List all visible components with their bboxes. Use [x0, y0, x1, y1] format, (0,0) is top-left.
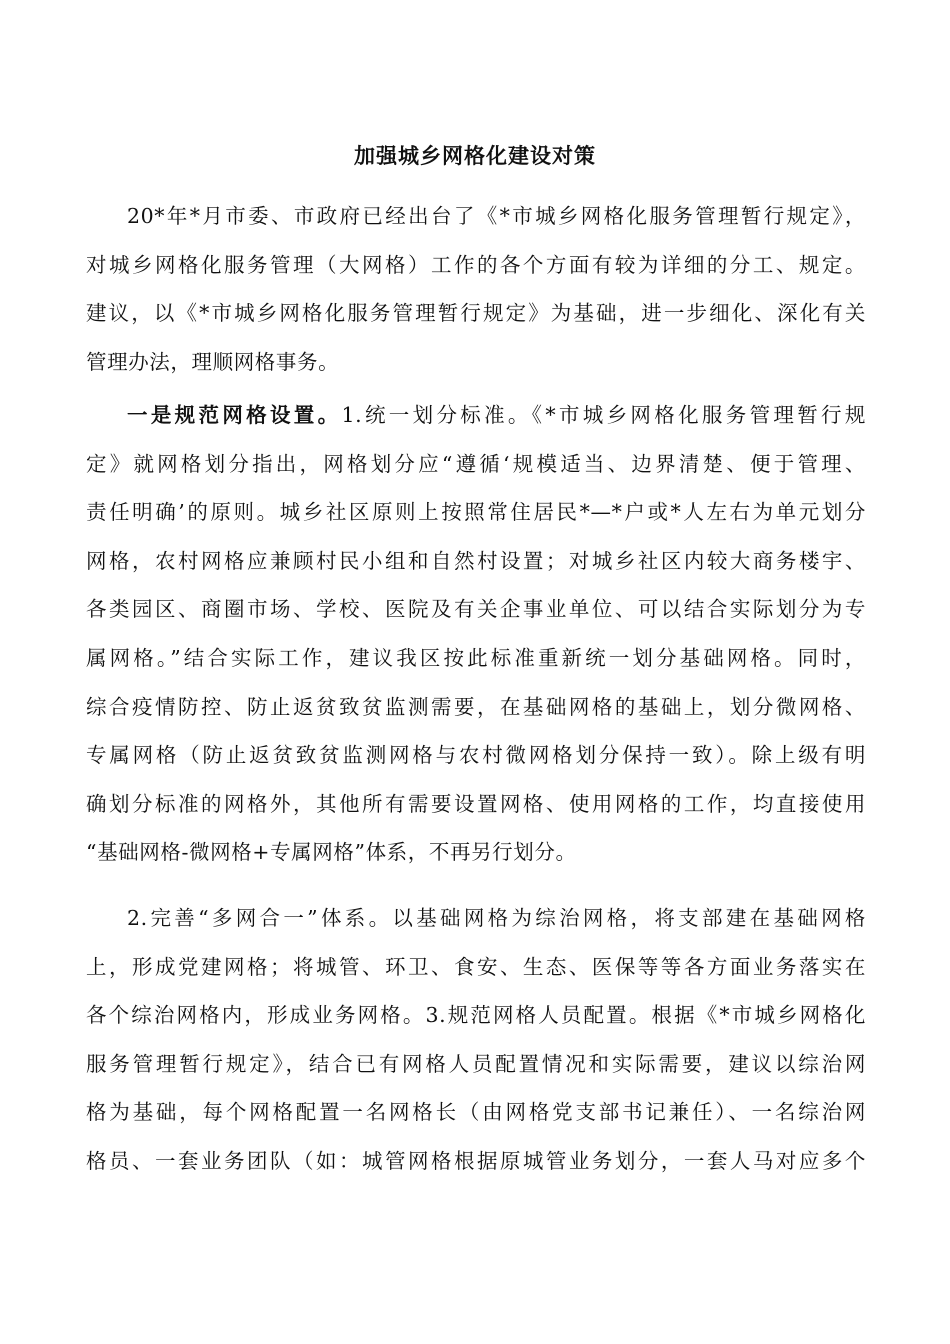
paragraph-line: 2.完善“多网合一”体系。以基础网格为综治网格，将支部建在基础网格: [127, 906, 866, 930]
document-title: 加强城乡网格化建设对策: [354, 143, 596, 168]
paragraph-line: 网格，农村网格应兼顾村民小组和自然村设置；对城乡社区内较大商务楼宇、: [86, 548, 866, 573]
paragraph-line: 管理办法，理顺网格事务。: [86, 349, 340, 374]
paragraph-multi-grid: [86, 894, 866, 1186]
paragraph-intro: [86, 192, 866, 386]
section-heading: 一是规范网格设置。: [127, 403, 342, 427]
paragraph-line: 上，形成党建网格；将城管、环卫、食安、生态、医保等等各方面业务落实在: [86, 954, 866, 979]
paragraph-line: 服务管理暂行规定》，结合已有网格人员配置情况和实际需要，建议以综治网: [86, 1051, 866, 1076]
paragraph-line: 确划分标准的网格外，其他所有需要设置网格、使用网格的工作，均直接使用: [86, 791, 866, 816]
paragraph-line: 格为基础，每个网格配置一名网格长（由网格党支部书记兼任）、一名综治网: [86, 1100, 866, 1125]
paragraph-line: 各类园区、商圈市场、学校、医院及有关企事业单位、可以结合实际划分为专: [86, 597, 866, 622]
paragraph-line: 定》就网格划分指出，网格划分应“遵循‘规模适当、边界清楚、便于管理、: [86, 451, 866, 476]
paragraph-line: 各个综治网格内，形成业务网格。3.规范网格人员配置。根据《*市城乡网格化: [86, 1003, 866, 1028]
paragraph-line: [86, 391, 866, 440]
paragraph-grid-setup: [86, 391, 866, 877]
paragraph-line: 建议，以《*市城乡网格化服务管理暂行规定》为基础，进一步细化、深化有关: [86, 301, 866, 326]
paragraph-line: “基础网格-微网格+专属网格”体系，不再另行划分。: [86, 840, 577, 865]
paragraph-line: 专属网格（防止返贫致贫监测网格与农村微网格划分保持一致）。除上级有明: [86, 743, 866, 768]
paragraph-line-rest: 1.统一划分标准。《*市城乡网格化服务管理暂行规: [341, 403, 866, 427]
paragraph-line: 综合疫情防控、防止返贫致贫监测需要，在基础网格的基础上，划分微网格、: [86, 694, 866, 719]
paragraph-line: 20*年*月市委、市政府已经出台了《*市城乡网格化服务管理暂行规定》，: [127, 204, 866, 228]
paragraph-line: 责任明确’的原则。城乡社区原则上按照常住居民*—*户或*人左右为单元划分: [86, 500, 866, 525]
paragraph-line: 属网格。”结合实际工作，建议我区按此标准重新统一划分基础网格。同时，: [86, 645, 866, 670]
paragraph-line: 对城乡网格化服务管理（大网格）工作的各个方面有较为详细的分工、规定。: [86, 252, 866, 277]
paragraph-line: 格员、一套业务团队（如：城管网格根据原城管业务划分，一套人马对应多个: [86, 1148, 866, 1173]
